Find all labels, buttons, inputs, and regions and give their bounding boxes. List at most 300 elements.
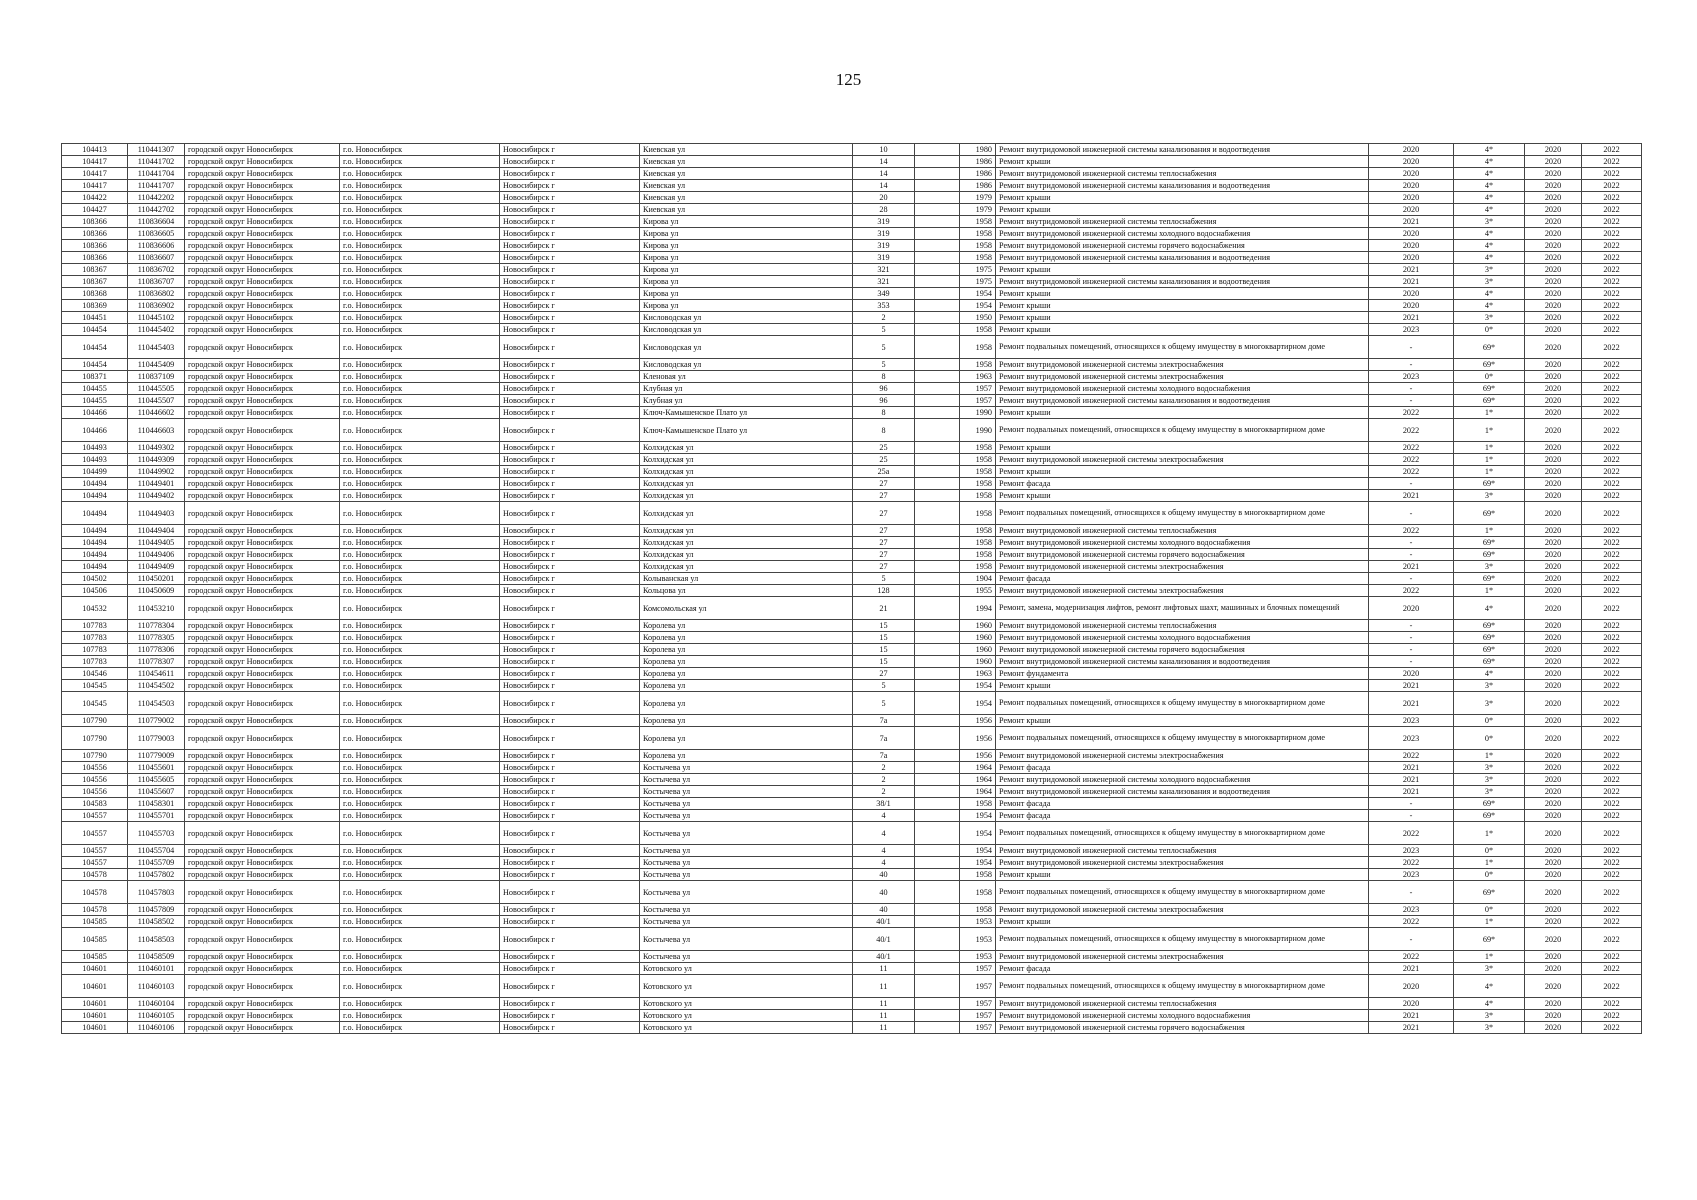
cell-work-type: Ремонт подвальных помещений, относящихся к общему имуществу в многоквартирном доме — [996, 975, 1369, 998]
cell-year-built: 1953 — [960, 951, 996, 963]
cell-locality: Новосибирск г — [500, 810, 640, 822]
cell-year-from: 2020 — [1525, 727, 1582, 750]
cell-work-type: Ремонт внутридомовой инженерной системы электроснабжения — [996, 904, 1369, 916]
cell-municipality: городской округ Новосибирск — [185, 336, 340, 359]
cell-element-id: 110836604 — [128, 216, 185, 228]
cell-street: Костычева ул — [640, 845, 853, 857]
cell-year-built: 1979 — [960, 204, 996, 216]
table-row — [62, 371, 1642, 383]
cell-house-number: 4 — [853, 822, 915, 845]
cell-element-id: 110779009 — [128, 750, 185, 762]
cell-year-to: 2022 — [1582, 228, 1642, 240]
cell-building — [915, 502, 960, 525]
cell-year-from: 2020 — [1525, 288, 1582, 300]
cell-building — [915, 644, 960, 656]
cell-planned-year: 2021 — [1369, 762, 1454, 774]
cell-municipality: городской округ Новосибирск — [185, 573, 340, 585]
cell-work-type: Ремонт внутридомовой инженерной системы канализования и водоотведения — [996, 395, 1369, 407]
table-row — [62, 276, 1642, 288]
cell-element-id: 110837109 — [128, 371, 185, 383]
cell-locality: Новосибирск г — [500, 144, 640, 156]
cell-house-id: 104601 — [62, 963, 128, 975]
cell-year-from: 2020 — [1525, 597, 1582, 620]
cell-locality: Новосибирск г — [500, 786, 640, 798]
table-row — [62, 359, 1642, 371]
cell-element-id: 110446602 — [128, 407, 185, 419]
cell-house-id: 104545 — [62, 680, 128, 692]
cell-city-district: г.о. Новосибирск — [340, 963, 500, 975]
cell-house-id: 104494 — [62, 478, 128, 490]
cell-year-from: 2020 — [1525, 810, 1582, 822]
cell-street: Кленовая ул — [640, 371, 853, 383]
cell-house-number: 321 — [853, 276, 915, 288]
cell-work-type: Ремонт внутридомовой инженерной системы канализования и водоотведения — [996, 144, 1369, 156]
cell-house-id: 107783 — [62, 620, 128, 632]
cell-house-number: 27 — [853, 478, 915, 490]
table-row — [62, 869, 1642, 881]
cell-city-district: г.о. Новосибирск — [340, 822, 500, 845]
cell-year-built: 1953 — [960, 916, 996, 928]
cell-year-to: 2022 — [1582, 1010, 1642, 1022]
cell-locality: Новосибирск г — [500, 904, 640, 916]
cell-locality: Новосибирск г — [500, 597, 640, 620]
cell-locality: Новосибирск г — [500, 644, 640, 656]
table-row — [62, 204, 1642, 216]
cell-locality: Новосибирск г — [500, 359, 640, 371]
cell-building — [915, 395, 960, 407]
cell-work-type: Ремонт внутридомовой инженерной системы теплоснабжения — [996, 525, 1369, 537]
cell-city-district: г.о. Новосибирск — [340, 1022, 500, 1034]
cell-planned-year: 2020 — [1369, 300, 1454, 312]
cell-element-id: 110449405 — [128, 537, 185, 549]
cell-building — [915, 276, 960, 288]
table-row — [62, 525, 1642, 537]
cell-city-district: г.о. Новосибирск — [340, 786, 500, 798]
cell-locality: Новосибирск г — [500, 656, 640, 668]
cell-house-id: 104466 — [62, 419, 128, 442]
cell-house-number: 2 — [853, 774, 915, 786]
cell-period: 3* — [1454, 264, 1525, 276]
cell-municipality: городской округ Новосибирск — [185, 975, 340, 998]
cell-municipality: городской округ Новосибирск — [185, 240, 340, 252]
cell-locality: Новосибирск г — [500, 632, 640, 644]
cell-work-type: Ремонт внутридомовой инженерной системы холодного водоснабжения — [996, 228, 1369, 240]
cell-house-number: 11 — [853, 975, 915, 998]
cell-work-type: Ремонт подвальных помещений, относящихся к общему имуществу в многоквартирном доме — [996, 822, 1369, 845]
cell-municipality: городской округ Новосибирск — [185, 216, 340, 228]
cell-street: Киевская ул — [640, 168, 853, 180]
cell-year-built: 1964 — [960, 786, 996, 798]
cell-municipality: городской округ Новосибирск — [185, 750, 340, 762]
cell-work-type: Ремонт подвальных помещений, относящихся к общему имуществу в многоквартирном доме — [996, 692, 1369, 715]
cell-year-built: 1957 — [960, 975, 996, 998]
cell-year-built: 1975 — [960, 276, 996, 288]
cell-year-built: 1954 — [960, 822, 996, 845]
cell-element-id: 110836707 — [128, 276, 185, 288]
table-row — [62, 300, 1642, 312]
cell-element-id: 110445409 — [128, 359, 185, 371]
cell-planned-year: 2022 — [1369, 857, 1454, 869]
cell-building — [915, 774, 960, 786]
cell-work-type: Ремонт, замена, модернизация лифтов, ремонт лифтовых шахт, машинных и блочных помещений — [996, 597, 1369, 620]
table-row — [62, 156, 1642, 168]
cell-city-district: г.о. Новосибирск — [340, 881, 500, 904]
cell-municipality: городской округ Новосибирск — [185, 786, 340, 798]
cell-year-to: 2022 — [1582, 395, 1642, 407]
cell-house-number: 353 — [853, 300, 915, 312]
cell-year-built: 1955 — [960, 585, 996, 597]
cell-year-built: 1958 — [960, 561, 996, 573]
cell-building — [915, 881, 960, 904]
cell-year-from: 2020 — [1525, 490, 1582, 502]
cell-period: 4* — [1454, 252, 1525, 264]
cell-year-from: 2020 — [1525, 144, 1582, 156]
cell-house-number: 28 — [853, 204, 915, 216]
cell-street: Костычева ул — [640, 857, 853, 869]
cell-house-id: 107783 — [62, 644, 128, 656]
cell-building — [915, 300, 960, 312]
cell-year-built: 1990 — [960, 407, 996, 419]
cell-street: Колхидская ул — [640, 537, 853, 549]
cell-element-id: 110836606 — [128, 240, 185, 252]
cell-year-to: 2022 — [1582, 951, 1642, 963]
cell-house-id: 104601 — [62, 1022, 128, 1034]
cell-period: 69* — [1454, 395, 1525, 407]
cell-period: 4* — [1454, 240, 1525, 252]
cell-locality: Новосибирск г — [500, 192, 640, 204]
cell-building — [915, 822, 960, 845]
cell-street: Колхидская ул — [640, 454, 853, 466]
cell-house-id: 104546 — [62, 668, 128, 680]
cell-year-from: 2020 — [1525, 240, 1582, 252]
cell-street: Костычева ул — [640, 928, 853, 951]
cell-element-id: 110460105 — [128, 1010, 185, 1022]
cell-year-from: 2020 — [1525, 656, 1582, 668]
table-row — [62, 1022, 1642, 1034]
cell-street: Костычева ул — [640, 904, 853, 916]
cell-house-id: 104585 — [62, 916, 128, 928]
cell-house-number: 96 — [853, 395, 915, 407]
cell-year-built: 1958 — [960, 869, 996, 881]
cell-municipality: городской округ Новосибирск — [185, 300, 340, 312]
cell-house-number: 40/1 — [853, 928, 915, 951]
cell-planned-year: 2021 — [1369, 561, 1454, 573]
cell-house-id: 104451 — [62, 312, 128, 324]
cell-year-built: 1954 — [960, 810, 996, 822]
cell-work-type: Ремонт крыши — [996, 288, 1369, 300]
table-row — [62, 727, 1642, 750]
table-row — [62, 573, 1642, 585]
cell-street: Кирова ул — [640, 252, 853, 264]
cell-year-to: 2022 — [1582, 620, 1642, 632]
cell-house-id: 104417 — [62, 168, 128, 180]
cell-building — [915, 573, 960, 585]
cell-year-to: 2022 — [1582, 216, 1642, 228]
cell-year-from: 2020 — [1525, 998, 1582, 1010]
cell-period: 0* — [1454, 324, 1525, 336]
cell-planned-year: 2023 — [1369, 371, 1454, 383]
cell-house-number: 15 — [853, 644, 915, 656]
cell-street: Клубная ул — [640, 383, 853, 395]
cell-house-id: 108369 — [62, 300, 128, 312]
cell-planned-year: 2022 — [1369, 419, 1454, 442]
cell-planned-year: 2021 — [1369, 774, 1454, 786]
cell-work-type: Ремонт подвальных помещений, относящихся к общему имуществу в многоквартирном доме — [996, 336, 1369, 359]
cell-year-to: 2022 — [1582, 240, 1642, 252]
cell-house-number: 5 — [853, 573, 915, 585]
cell-house-number: 15 — [853, 620, 915, 632]
cell-period: 4* — [1454, 998, 1525, 1010]
cell-element-id: 110449309 — [128, 454, 185, 466]
cell-year-from: 2020 — [1525, 822, 1582, 845]
cell-building — [915, 845, 960, 857]
cell-period: 69* — [1454, 644, 1525, 656]
cell-work-type: Ремонт внутридомовой инженерной системы электроснабжения — [996, 857, 1369, 869]
cell-planned-year: - — [1369, 537, 1454, 549]
cell-municipality: городской округ Новосибирск — [185, 490, 340, 502]
cell-locality: Новосибирск г — [500, 180, 640, 192]
cell-locality: Новосибирск г — [500, 276, 640, 288]
cell-building — [915, 597, 960, 620]
cell-municipality: городской округ Новосибирск — [185, 359, 340, 371]
cell-building — [915, 204, 960, 216]
cell-building — [915, 656, 960, 668]
cell-work-type: Ремонт подвальных помещений, относящихся к общему имуществу в многоквартирном доме — [996, 881, 1369, 904]
table-row — [62, 810, 1642, 822]
cell-year-from: 2020 — [1525, 762, 1582, 774]
cell-period: 69* — [1454, 478, 1525, 490]
cell-building — [915, 240, 960, 252]
cell-municipality: городской округ Новосибирск — [185, 312, 340, 324]
cell-planned-year: 2021 — [1369, 312, 1454, 324]
cell-period: 1* — [1454, 442, 1525, 454]
cell-year-to: 2022 — [1582, 998, 1642, 1010]
cell-element-id: 110442202 — [128, 192, 185, 204]
cell-street: Королева ул — [640, 692, 853, 715]
cell-year-to: 2022 — [1582, 561, 1642, 573]
cell-municipality: городской округ Новосибирск — [185, 656, 340, 668]
cell-city-district: г.о. Новосибирск — [340, 168, 500, 180]
cell-planned-year: - — [1369, 478, 1454, 490]
cell-street: Комсомольская ул — [640, 597, 853, 620]
cell-year-built: 1963 — [960, 371, 996, 383]
cell-period: 69* — [1454, 383, 1525, 395]
cell-year-built: 1957 — [960, 1022, 996, 1034]
cell-locality: Новосибирск г — [500, 963, 640, 975]
cell-street: Костычева ул — [640, 881, 853, 904]
cell-house-id: 108366 — [62, 216, 128, 228]
cell-municipality: городской округ Новосибирск — [185, 502, 340, 525]
cell-building — [915, 180, 960, 192]
cell-city-district: г.о. Новосибирск — [340, 904, 500, 916]
cell-street: Колхидская ул — [640, 549, 853, 561]
cell-locality: Новосибирск г — [500, 561, 640, 573]
cell-year-from: 2020 — [1525, 359, 1582, 371]
cell-work-type: Ремонт внутридомовой инженерной системы электроснабжения — [996, 750, 1369, 762]
cell-city-district: г.о. Новосибирск — [340, 276, 500, 288]
table-row — [62, 549, 1642, 561]
cell-building — [915, 192, 960, 204]
cell-year-to: 2022 — [1582, 180, 1642, 192]
cell-street: Ключ-Камышенское Плато ул — [640, 419, 853, 442]
cell-year-built: 1958 — [960, 359, 996, 371]
cell-year-from: 2020 — [1525, 668, 1582, 680]
cell-work-type: Ремонт внутридомовой инженерной системы канализования и водоотведения — [996, 656, 1369, 668]
cell-year-from: 2020 — [1525, 620, 1582, 632]
cell-street: Костычева ул — [640, 810, 853, 822]
cell-year-from: 2020 — [1525, 156, 1582, 168]
cell-house-number: 8 — [853, 407, 915, 419]
cell-building — [915, 336, 960, 359]
cell-building — [915, 359, 960, 371]
cell-year-to: 2022 — [1582, 869, 1642, 881]
cell-work-type: Ремонт внутридомовой инженерной системы электроснабжения — [996, 951, 1369, 963]
cell-street: Королева ул — [640, 727, 853, 750]
cell-street: Костычева ул — [640, 762, 853, 774]
table-row — [62, 478, 1642, 490]
cell-work-type: Ремонт крыши — [996, 204, 1369, 216]
cell-house-number: 40 — [853, 904, 915, 916]
cell-year-to: 2022 — [1582, 762, 1642, 774]
cell-locality: Новосибирск г — [500, 466, 640, 478]
cell-planned-year: 2023 — [1369, 324, 1454, 336]
cell-year-built: 1904 — [960, 573, 996, 585]
cell-city-district: г.о. Новосибирск — [340, 644, 500, 656]
cell-period: 69* — [1454, 573, 1525, 585]
cell-work-type: Ремонт крыши — [996, 324, 1369, 336]
cell-work-type: Ремонт крыши — [996, 156, 1369, 168]
cell-municipality: городской округ Новосибирск — [185, 727, 340, 750]
table-row — [62, 998, 1642, 1010]
cell-planned-year: 2020 — [1369, 252, 1454, 264]
table-row — [62, 668, 1642, 680]
cell-locality: Новосибирск г — [500, 585, 640, 597]
table-row — [62, 632, 1642, 644]
cell-period: 0* — [1454, 904, 1525, 916]
cell-locality: Новосибирск г — [500, 168, 640, 180]
table-row — [62, 537, 1642, 549]
cell-element-id: 110458509 — [128, 951, 185, 963]
cell-house-number: 349 — [853, 288, 915, 300]
cell-year-from: 2020 — [1525, 750, 1582, 762]
cell-city-district: г.о. Новосибирск — [340, 656, 500, 668]
cell-municipality: городской округ Новосибирск — [185, 1022, 340, 1034]
cell-house-id: 104601 — [62, 1010, 128, 1022]
cell-element-id: 110453210 — [128, 597, 185, 620]
table-row — [62, 336, 1642, 359]
cell-city-district: г.о. Новосибирск — [340, 228, 500, 240]
cell-building — [915, 798, 960, 810]
table-row — [62, 822, 1642, 845]
table-row — [62, 407, 1642, 419]
cell-house-id: 107790 — [62, 727, 128, 750]
cell-city-district: г.о. Новосибирск — [340, 264, 500, 276]
cell-year-from: 2020 — [1525, 478, 1582, 490]
cell-work-type: Ремонт крыши — [996, 869, 1369, 881]
cell-period: 69* — [1454, 632, 1525, 644]
cell-element-id: 110449902 — [128, 466, 185, 478]
cell-locality: Новосибирск г — [500, 264, 640, 276]
cell-year-from: 2020 — [1525, 216, 1582, 228]
cell-street: Колхидская ул — [640, 561, 853, 573]
cell-planned-year: 2020 — [1369, 144, 1454, 156]
cell-planned-year: 2021 — [1369, 276, 1454, 288]
cell-house-id: 104455 — [62, 383, 128, 395]
cell-planned-year: 2020 — [1369, 168, 1454, 180]
cell-work-type: Ремонт фасада — [996, 573, 1369, 585]
cell-municipality: городской округ Новосибирск — [185, 324, 340, 336]
cell-house-id: 104454 — [62, 359, 128, 371]
cell-year-built: 1957 — [960, 395, 996, 407]
cell-year-from: 2020 — [1525, 680, 1582, 692]
cell-planned-year: 2022 — [1369, 951, 1454, 963]
cell-municipality: городской округ Новосибирск — [185, 632, 340, 644]
cell-locality: Новосибирск г — [500, 204, 640, 216]
cell-planned-year: 2021 — [1369, 1010, 1454, 1022]
cell-work-type: Ремонт фасада — [996, 810, 1369, 822]
cell-element-id: 110455704 — [128, 845, 185, 857]
cell-planned-year: 2020 — [1369, 192, 1454, 204]
cell-municipality: городской округ Новосибирск — [185, 774, 340, 786]
cell-year-to: 2022 — [1582, 928, 1642, 951]
cell-building — [915, 454, 960, 466]
cell-year-to: 2022 — [1582, 252, 1642, 264]
cell-house-number: 7а — [853, 715, 915, 727]
cell-year-from: 2020 — [1525, 881, 1582, 904]
cell-city-district: г.о. Новосибирск — [340, 216, 500, 228]
cell-element-id: 110455607 — [128, 786, 185, 798]
table-row — [62, 881, 1642, 904]
cell-year-to: 2022 — [1582, 774, 1642, 786]
cell-year-from: 2020 — [1525, 312, 1582, 324]
cell-locality: Новосибирск г — [500, 478, 640, 490]
cell-locality: Новосибирск г — [500, 300, 640, 312]
cell-planned-year: 2022 — [1369, 442, 1454, 454]
cell-house-id: 104556 — [62, 786, 128, 798]
cell-year-from: 2020 — [1525, 1010, 1582, 1022]
cell-street: Кольцова ул — [640, 585, 853, 597]
cell-building — [915, 549, 960, 561]
cell-year-to: 2022 — [1582, 845, 1642, 857]
cell-year-built: 1979 — [960, 192, 996, 204]
cell-year-built: 1964 — [960, 762, 996, 774]
cell-period: 3* — [1454, 1010, 1525, 1022]
cell-locality: Новосибирск г — [500, 252, 640, 264]
cell-work-type: Ремонт крыши — [996, 312, 1369, 324]
cell-house-number: 27 — [853, 537, 915, 549]
cell-house-number: 25а — [853, 466, 915, 478]
cell-year-built: 1958 — [960, 881, 996, 904]
cell-house-number: 21 — [853, 597, 915, 620]
cell-house-number: 7а — [853, 727, 915, 750]
cell-street: Колхидская ул — [640, 466, 853, 478]
cell-house-number: 8 — [853, 371, 915, 383]
cell-city-district: г.о. Новосибирск — [340, 252, 500, 264]
cell-work-type: Ремонт крыши — [996, 680, 1369, 692]
cell-municipality: городской округ Новосибирск — [185, 597, 340, 620]
cell-year-from: 2020 — [1525, 502, 1582, 525]
cell-work-type: Ремонт крыши — [996, 442, 1369, 454]
cell-locality: Новосибирск г — [500, 324, 640, 336]
table-row — [62, 857, 1642, 869]
cell-planned-year: 2022 — [1369, 454, 1454, 466]
cell-locality: Новосибирск г — [500, 845, 640, 857]
cell-city-district: г.о. Новосибирск — [340, 727, 500, 750]
cell-year-built: 1963 — [960, 668, 996, 680]
cell-building — [915, 144, 960, 156]
cell-house-number: 11 — [853, 998, 915, 1010]
cell-house-number: 27 — [853, 502, 915, 525]
